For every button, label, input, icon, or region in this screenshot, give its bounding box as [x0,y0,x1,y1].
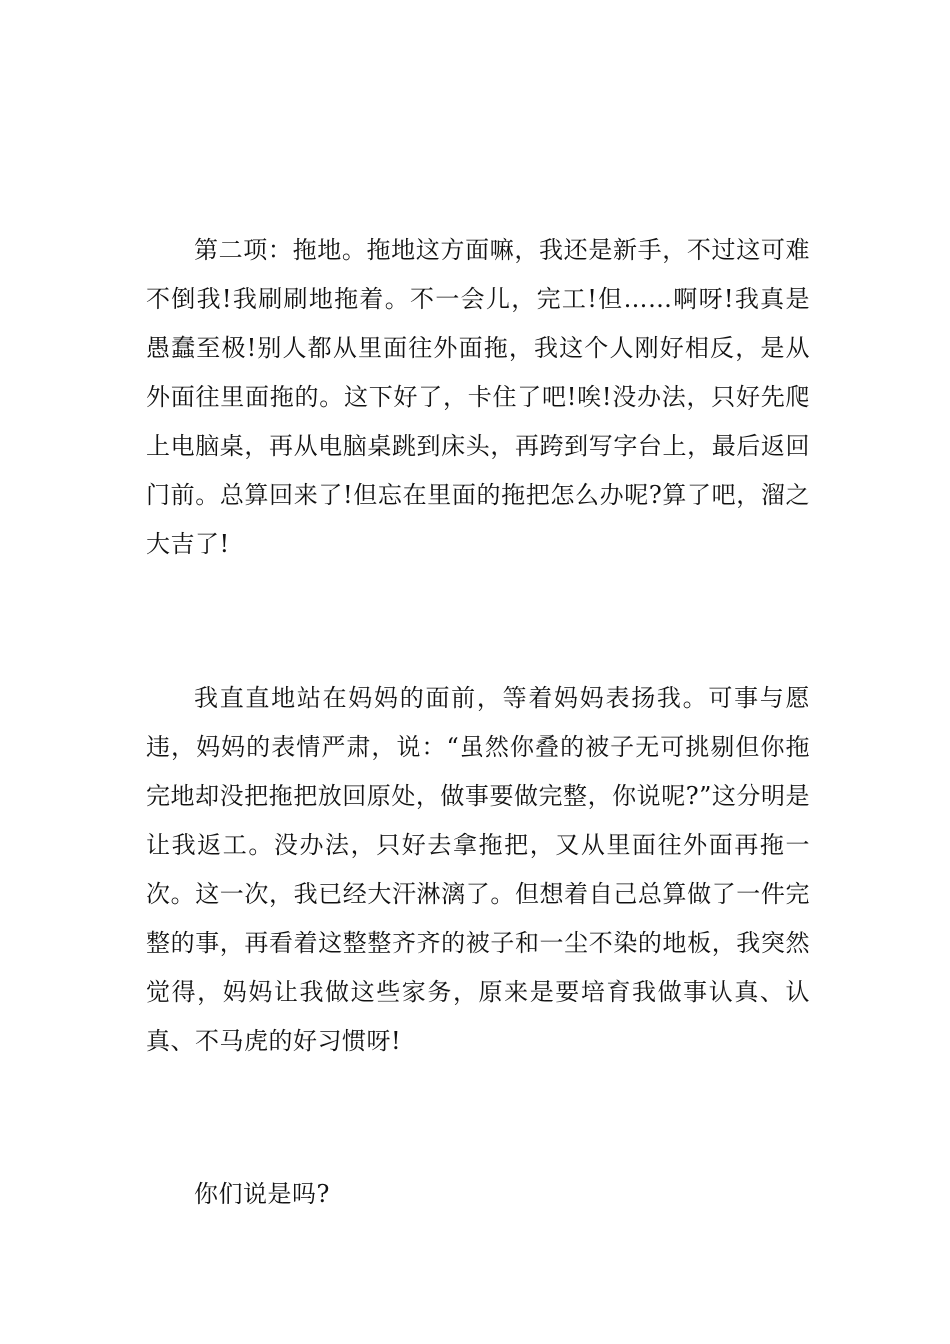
paragraph-closing-question: 你们说是吗? [194,1180,330,1208]
paragraph-mother-response: 我直直地站在妈妈的面前，等着妈妈表扬我。可事与愿违，妈妈的表情严肃，说：“虽然你叠的被子无可挑剔但你拖完地却没把拖把放回原处，做事要做完整，你说呢?”这分明是让我返工。没办法，只好去拿拖把，又从里面往外面再拖一次。这一次，我已经大汗淋漓了。但想着自己总算做了一件完整的事，再看着这整整齐齐的被子和一尘不染的地板，我突然觉得，妈妈让我做这些家务，原来是要培育我做事认真、认真、不马虎的好习惯呀! [146,684,810,1055]
paragraph-mopping: 第二项：拖地。拖地这方面嘛，我还是新手，不过这可难不倒我!我刷刷地拖着。不一会儿，完工!但……啊呀!我真是愚蠢至极!别人都从里面往外面拖，我这个人刚好相反，是从外面往里面拖的。这下好了，卡住了吧!唉!没办法，只好先爬上电脑桌，再从电脑桌跳到床头，再跨到写字台上，最后返回门前。总算回来了!但忘在里面的拖把怎么办呢?算了吧，溜之大吉了! [146,236,810,558]
